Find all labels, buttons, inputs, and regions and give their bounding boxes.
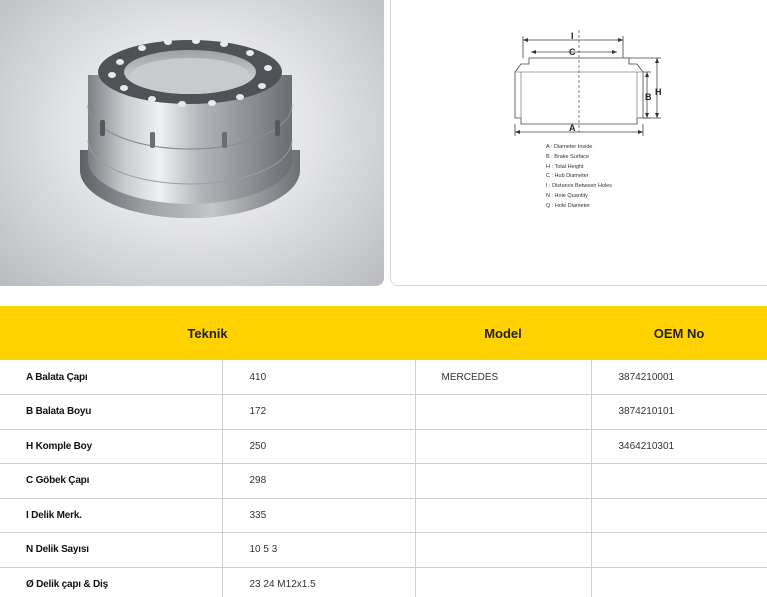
legend-item: N : Hole Quantity [546,192,588,199]
legend-item: H : Total Height [546,163,584,170]
table-row [0,360,767,395]
spec-oem [591,567,767,597]
spec-value: 23 24 M12x1.5 [222,567,415,597]
spec-label: Ø Delik çapı & Diş [0,567,222,597]
legend-item: C : Hub Diameter [546,173,589,180]
table-row [0,498,767,533]
spec-oem [591,533,767,568]
table-row [0,395,767,430]
spec-label: B Balata Boyu [0,395,222,430]
table-header-row [0,306,767,360]
dim-label-h: H [655,87,662,97]
spec-label: I Delik Merk. [0,498,222,533]
spec-label: H Komple Boy [0,429,222,464]
spec-model [415,395,591,430]
spec-model [415,567,591,597]
product-photo-panel[interactable] [0,0,384,286]
spec-model [415,498,591,533]
spec-oem [591,464,767,499]
table-row [0,567,767,597]
header-model: Model [415,306,591,360]
legend-item: Q : Hole Diameter [546,202,591,209]
table-row [0,464,767,499]
legend-item: B : Brake Surface [546,153,590,160]
spec-label: A Balata Çapı [0,360,222,395]
spec-value: 410 [222,360,415,395]
spec-value: 335 [222,498,415,533]
diagram-legend [546,143,612,212]
header-teknik: Teknik [0,306,415,360]
legend-item: I : Distance Between Holes [546,183,613,190]
spec-value: 10 5 3 [222,533,415,568]
brake-drum-photo [0,0,384,286]
spec-value: 250 [222,429,415,464]
spec-model [415,429,591,464]
spec-label: C Göbek Çapı [0,464,222,499]
specification-table [0,306,767,597]
dim-label-c: C [569,47,576,57]
technical-diagram-panel[interactable] [390,0,767,286]
dim-label-b: B [645,92,652,102]
spec-oem: 3874210001 [591,360,767,395]
dim-label-i: I [571,31,574,41]
spec-value: 298 [222,464,415,499]
spec-model [415,533,591,568]
dim-label-a: A [569,123,576,133]
legend-item: A : Diameter Inside [546,144,593,150]
spec-model: MERCEDES [415,360,591,395]
header-oem: OEM No [591,306,767,360]
spec-oem: 3464210301 [591,429,767,464]
table-row [0,429,767,464]
spec-oem [591,498,767,533]
spec-label: N Delik Sayısı [0,533,222,568]
spec-model [415,464,591,499]
spec-oem: 3874210101 [591,395,767,430]
table-row [0,533,767,568]
spec-value: 172 [222,395,415,430]
